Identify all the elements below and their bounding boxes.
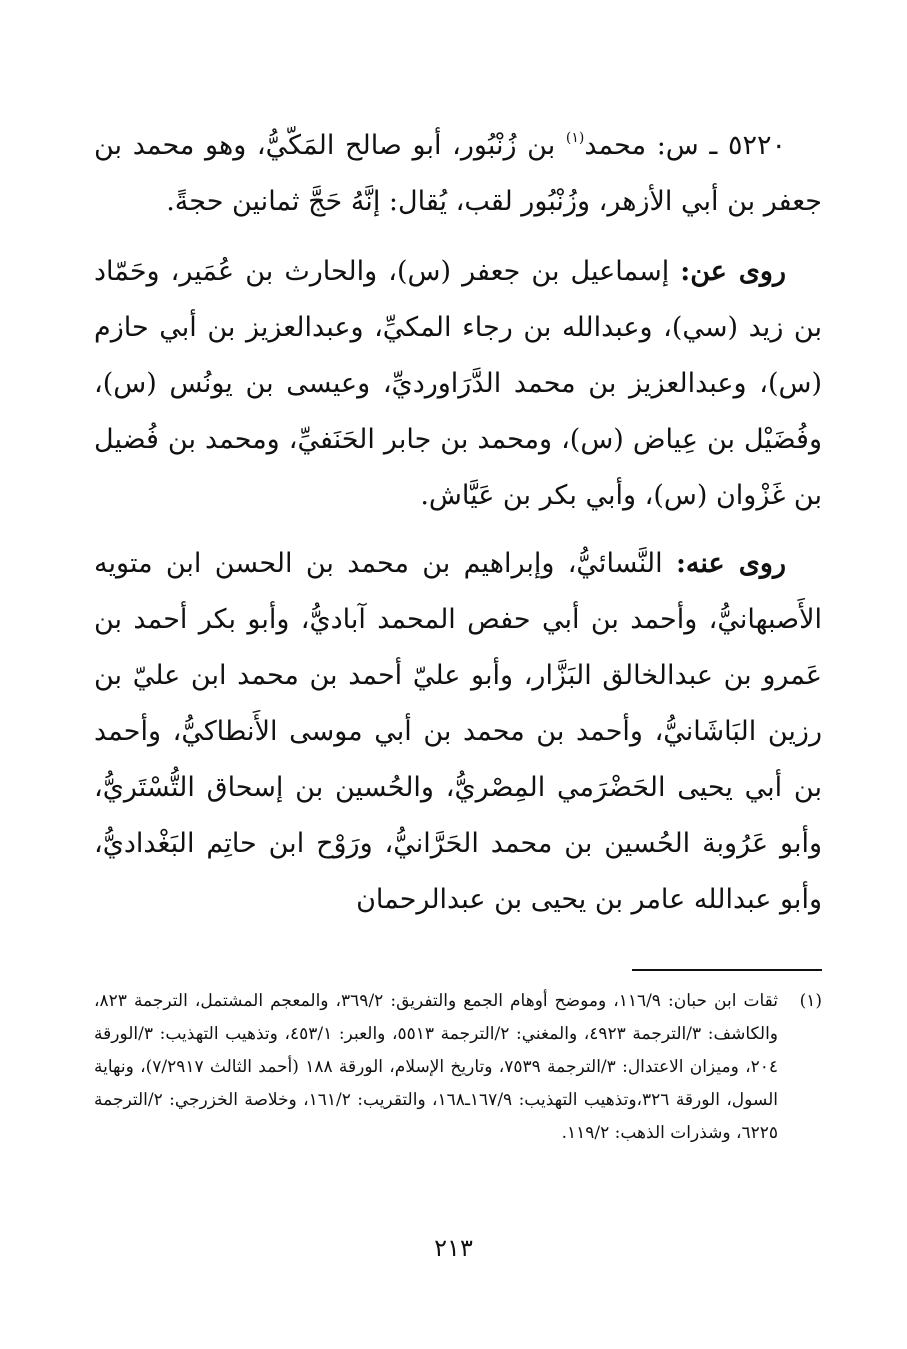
entry-description: بن زُنْبُور، أبو صالح المَكّيُّ، وهو محمد بن جعفر بن أبي الأزهر، وزُنْبُور لقب، يُقال: إنَّهُ حَجَّ ثمانين حجةً.	[94, 130, 822, 217]
footnotes	[94, 985, 822, 1150]
narrated-from-label: روى عن:	[680, 256, 787, 287]
narrated-by-text: النَّسائيُّ، وإبراهيم بن محمد بن الحسن ابن متويه الأَصبهانيُّ، وأحمد بن أبي حفص المحمد آباديُّ، وأبو بكر أحمد بن عَمرو بن عبدالخالق البَزَّار، وأبو عليّ أحمد بن محمد ابن عليّ بن رزين البَاشَانيُّ، وأحمد بن محمد بن أبي موسى الأَنطاكيُّ، وأحمد بن أبي يحيى الحَضْرَمي المِصْريُّ، والحُسين بن إسحاق التُّسْتَريُّ، وأبو عَرُوبة الحُسين بن محمد الحَرَّانيُّ، ورَوْح ابن حاتِم البَغْداديُّ، وأبو عبدالله عامر بن يحيى بن عبدالرحمان	[94, 548, 822, 915]
page-number: ٢١٣	[434, 1234, 473, 1262]
main-text	[94, 118, 822, 940]
narrated-by-paragraph	[94, 536, 822, 928]
entry-intro	[94, 118, 822, 230]
entry-number: ٥٢٢٠ ـ س:	[646, 130, 787, 161]
entry-name: محمد	[584, 130, 647, 161]
footnote-divider	[632, 969, 822, 971]
narrated-from-text: إسماعيل بن جعفر (س)، والحارث بن عُمَير، وحَمّاد بن زيد (سي)، وعبدالله بن رجاء المكيِّ، وعبدالعزيز بن أبي حازم (س)، وعبدالعزيز بن محمد الدَّرَاورديِّ، وعيسى بن يونُس (س)، وفُضَيْل بن عِياض (س)، ومحمد بن جابر الحَنَفيِّ، ومحمد بن فُضيل بن غَزْوان (س)، وأبي بكر بن عَيَّاش.	[94, 256, 822, 511]
footnote-item	[94, 985, 822, 1150]
footnote-marker: (١)	[799, 991, 822, 1011]
footnote-text: ثقات ابن حبان: ١١٦/٩، وموضح أوهام الجمع والتفريق: ٣٦٩/٢، والمعجم المشتمل، الترجمة ٨٢٣، والكاشف: ٣/الترجمة ٤٩٢٣، والمغني: ٢/الترجمة ٥٥١٣، والعبر: ٤٥٣/١، وتذهيب التهذيب: ٣/الورقة ٢٠٤، وميزان الاعتدال: ٣/الترجمة ٧٥٣٩، وتاريخ الإسلام، الورقة ١٨٨ (أحمد الثالث ٧/٢٩١٧)، ونهاية السول، الورقة ٣٢٦،وتذهيب التهذيب: ١٦٧/٩ـ١٦٨، والتقريب: ١٦١/٢، وخلاصة الخزرجي: ٢/الترجمة ٦٢٢٥، وشذرات الذهب: ١١٩/٢.	[94, 991, 779, 1143]
narrated-by-label: روى عنه:	[675, 548, 786, 579]
footnote-reference[interactable]: (١)	[565, 130, 585, 146]
narrated-from-paragraph	[94, 244, 822, 524]
